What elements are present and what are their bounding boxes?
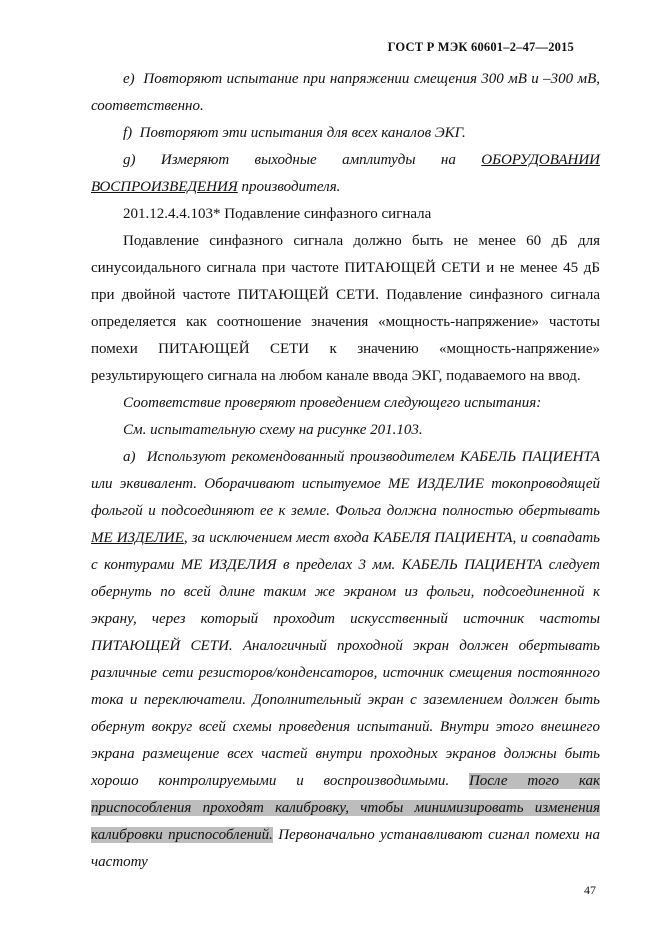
- defined-term: КАБЕЛЬ ПАЦИЕНТА: [401, 557, 543, 573]
- defined-term: МЕ ИЗДЕЛИЕ: [91, 530, 184, 546]
- item-label: e): [123, 71, 135, 87]
- section-title: 201.12.4.4.103* Подавление синфазного сигнала: [123, 206, 432, 222]
- list-item-g: [91, 147, 600, 201]
- document-body: [91, 66, 600, 876]
- list-item-e: [91, 66, 600, 120]
- defined-term: ПИТАЮЩЕЙ СЕТИ: [237, 287, 376, 303]
- highlighted-text: После того как приспособления проходят калибровку, чтобы минимизировать изменения калибровки приспособлений.: [91, 773, 600, 843]
- document-header: ГОСТ Р МЭК 60601–2–47—2015: [387, 40, 574, 54]
- defined-term: КАБЕЛЯ ПАЦИЕНТА: [373, 530, 513, 546]
- defined-term: МЕ ИЗДЕЛИЯ: [180, 557, 277, 573]
- paragraph: [91, 228, 600, 390]
- defined-term: МЕ ИЗДЕЛИЕ: [388, 476, 484, 492]
- text-run: или эквивалент. Оборачивают испытуемое: [91, 476, 389, 492]
- item-label: a): [123, 449, 136, 465]
- item-text: Повторяют эти испытания для всех каналов ЭКГ.: [139, 125, 466, 141]
- defined-term: ОБОРУДОВАНИИ ВОСПРОИЗВЕДЕНИЯ: [91, 152, 601, 195]
- defined-term: ПИТАЮЩЕЙ СЕТИ: [344, 260, 481, 276]
- text-run: Подавление синфазного сигнала должно быть не менее 60 дБ для синусоидального сигнала при частоте: [91, 233, 600, 276]
- list-item-a: [91, 444, 600, 876]
- text-run: следует обернуть по всей длине таким же экраном из фольги, подсоединенной к экрану, через который проходит искусственный источник частоты: [91, 557, 600, 627]
- text-run: Первоначально устанавливают сигнал помехи на частоту: [91, 827, 600, 870]
- defined-term: ПИТАЮЩЕЙ СЕТИ: [158, 341, 310, 357]
- text-run: . Подавление синфазного сигнала определяется как соотношение значения «мощность-напряжение» частоты помехи: [91, 287, 600, 357]
- item-label: f): [123, 125, 133, 141]
- defined-term: ПИТАЮЩЕЙ СЕТИ: [91, 638, 229, 654]
- text-run: в пределах 3 мм.: [276, 557, 402, 573]
- text-run: , за исключением мест входа: [183, 530, 374, 546]
- text-run: токопроводящей фольгой и подсоединяют ее к земле. Фольга должна полностью обертывать: [91, 476, 600, 519]
- compliance-statement: Соответствие проверяют проведением следующего испытания:: [123, 395, 542, 411]
- text-run: к значению «мощность-напряжение» результирующего сигнала на любом канале ввода ЭКГ, подаваемого на ввод.: [91, 341, 600, 384]
- item-label: g): [123, 152, 136, 168]
- text-run: и не менее 45 дБ при двойной частоте: [91, 260, 600, 303]
- text-run: . Аналогичный проходной экран должен обертывать различные сети резисторов/конденсаторов, источник смещения постоянного тока и переключатели. Дополнительный экран с заземлением должен быть обернут вокруг всей схемы проведения испытаний. Внутри этого внешнего экрана размещение всех частей внутри проходных экранов должны быть хорошо контролируемыми и воспроизводимыми.: [91, 638, 600, 789]
- figure-reference: См. испытательную схему на рисунке 201.103.: [123, 422, 423, 438]
- item-text: производителя.: [237, 179, 341, 195]
- text-run: Используют рекомендованный производителем: [146, 449, 461, 465]
- page-number: 47: [584, 883, 596, 897]
- item-text: Повторяют испытание при напряжении смещения 300 мВ и –300 мВ, соответственно.: [91, 71, 600, 114]
- text-run: , и совпадать с контурами: [91, 530, 600, 573]
- defined-term: КАБЕЛЬ ПАЦИЕНТА: [460, 449, 600, 465]
- list-item-f: [91, 120, 600, 147]
- item-text: Измеряют выходные амплитуды на: [160, 152, 482, 168]
